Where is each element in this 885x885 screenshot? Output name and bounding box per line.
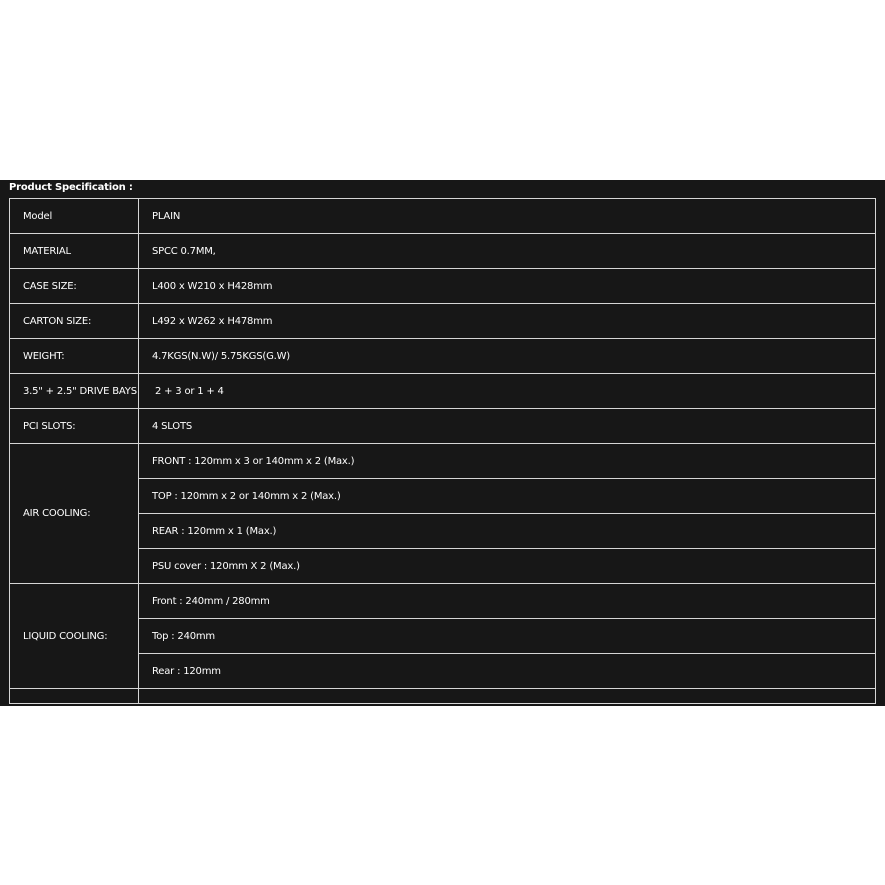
row-value-air-top: TOP : 120mm x 2 or 140mm x 2 (Max.) xyxy=(139,479,876,514)
row-value-drive-bays: 2 + 3 or 1 + 4 xyxy=(139,374,876,409)
row-label-pci-slots: PCI SLOTS: xyxy=(10,409,139,444)
row-label-material: MATERIAL xyxy=(10,234,139,269)
row-value-liquid-front: Front : 240mm / 280mm xyxy=(139,584,876,619)
row-label-liquid-cooling: LIQUID COOLING: xyxy=(10,584,139,689)
table-row xyxy=(10,654,876,689)
row-value-carton-size: L492 x W262 x H478mm xyxy=(139,304,876,339)
row-value-air-front: FRONT : 120mm x 3 or 140mm x 2 (Max.) xyxy=(139,444,876,479)
cut-off-value-cell xyxy=(139,689,876,704)
table-row xyxy=(10,304,876,339)
table-row xyxy=(10,479,876,514)
row-label-air-cooling: AIR COOLING: xyxy=(10,444,139,584)
row-label-carton-size: CARTON SIZE: xyxy=(10,304,139,339)
table-row xyxy=(10,374,876,409)
row-label-case-size: CASE SIZE: xyxy=(10,269,139,304)
table-row xyxy=(10,409,876,444)
row-value-liquid-top: Top : 240mm xyxy=(139,619,876,654)
row-value-pci-slots: 4 SLOTS xyxy=(139,409,876,444)
table-row xyxy=(10,444,876,479)
cut-off-label-cell xyxy=(10,689,139,704)
spec-title: Product Specification : xyxy=(9,182,133,193)
row-value-material: SPCC 0.7MM, xyxy=(139,234,876,269)
row-value-air-psu: PSU cover : 120mm X 2 (Max.) xyxy=(139,549,876,584)
spec-table xyxy=(9,198,876,704)
product-spec-panel xyxy=(0,180,885,706)
table-row xyxy=(10,339,876,374)
table-row xyxy=(10,514,876,549)
table-row xyxy=(10,199,876,234)
table-row xyxy=(10,549,876,584)
row-label-drive-bays: 3.5" + 2.5" DRIVE BAYS xyxy=(10,374,139,409)
row-value-air-rear: REAR : 120mm x 1 (Max.) xyxy=(139,514,876,549)
row-value-weight: 4.7KGS(N.W)/ 5.75KGS(G.W) xyxy=(139,339,876,374)
row-label-model: Model xyxy=(10,199,139,234)
row-value-model: PLAIN xyxy=(139,199,876,234)
table-row xyxy=(10,619,876,654)
row-value-case-size: L400 x W210 x H428mm xyxy=(139,269,876,304)
table-row xyxy=(10,234,876,269)
table-row xyxy=(10,269,876,304)
table-row xyxy=(10,584,876,619)
row-label-weight: WEIGHT: xyxy=(10,339,139,374)
table-row-cut-off xyxy=(10,689,876,704)
row-value-liquid-rear: Rear : 120mm xyxy=(139,654,876,689)
